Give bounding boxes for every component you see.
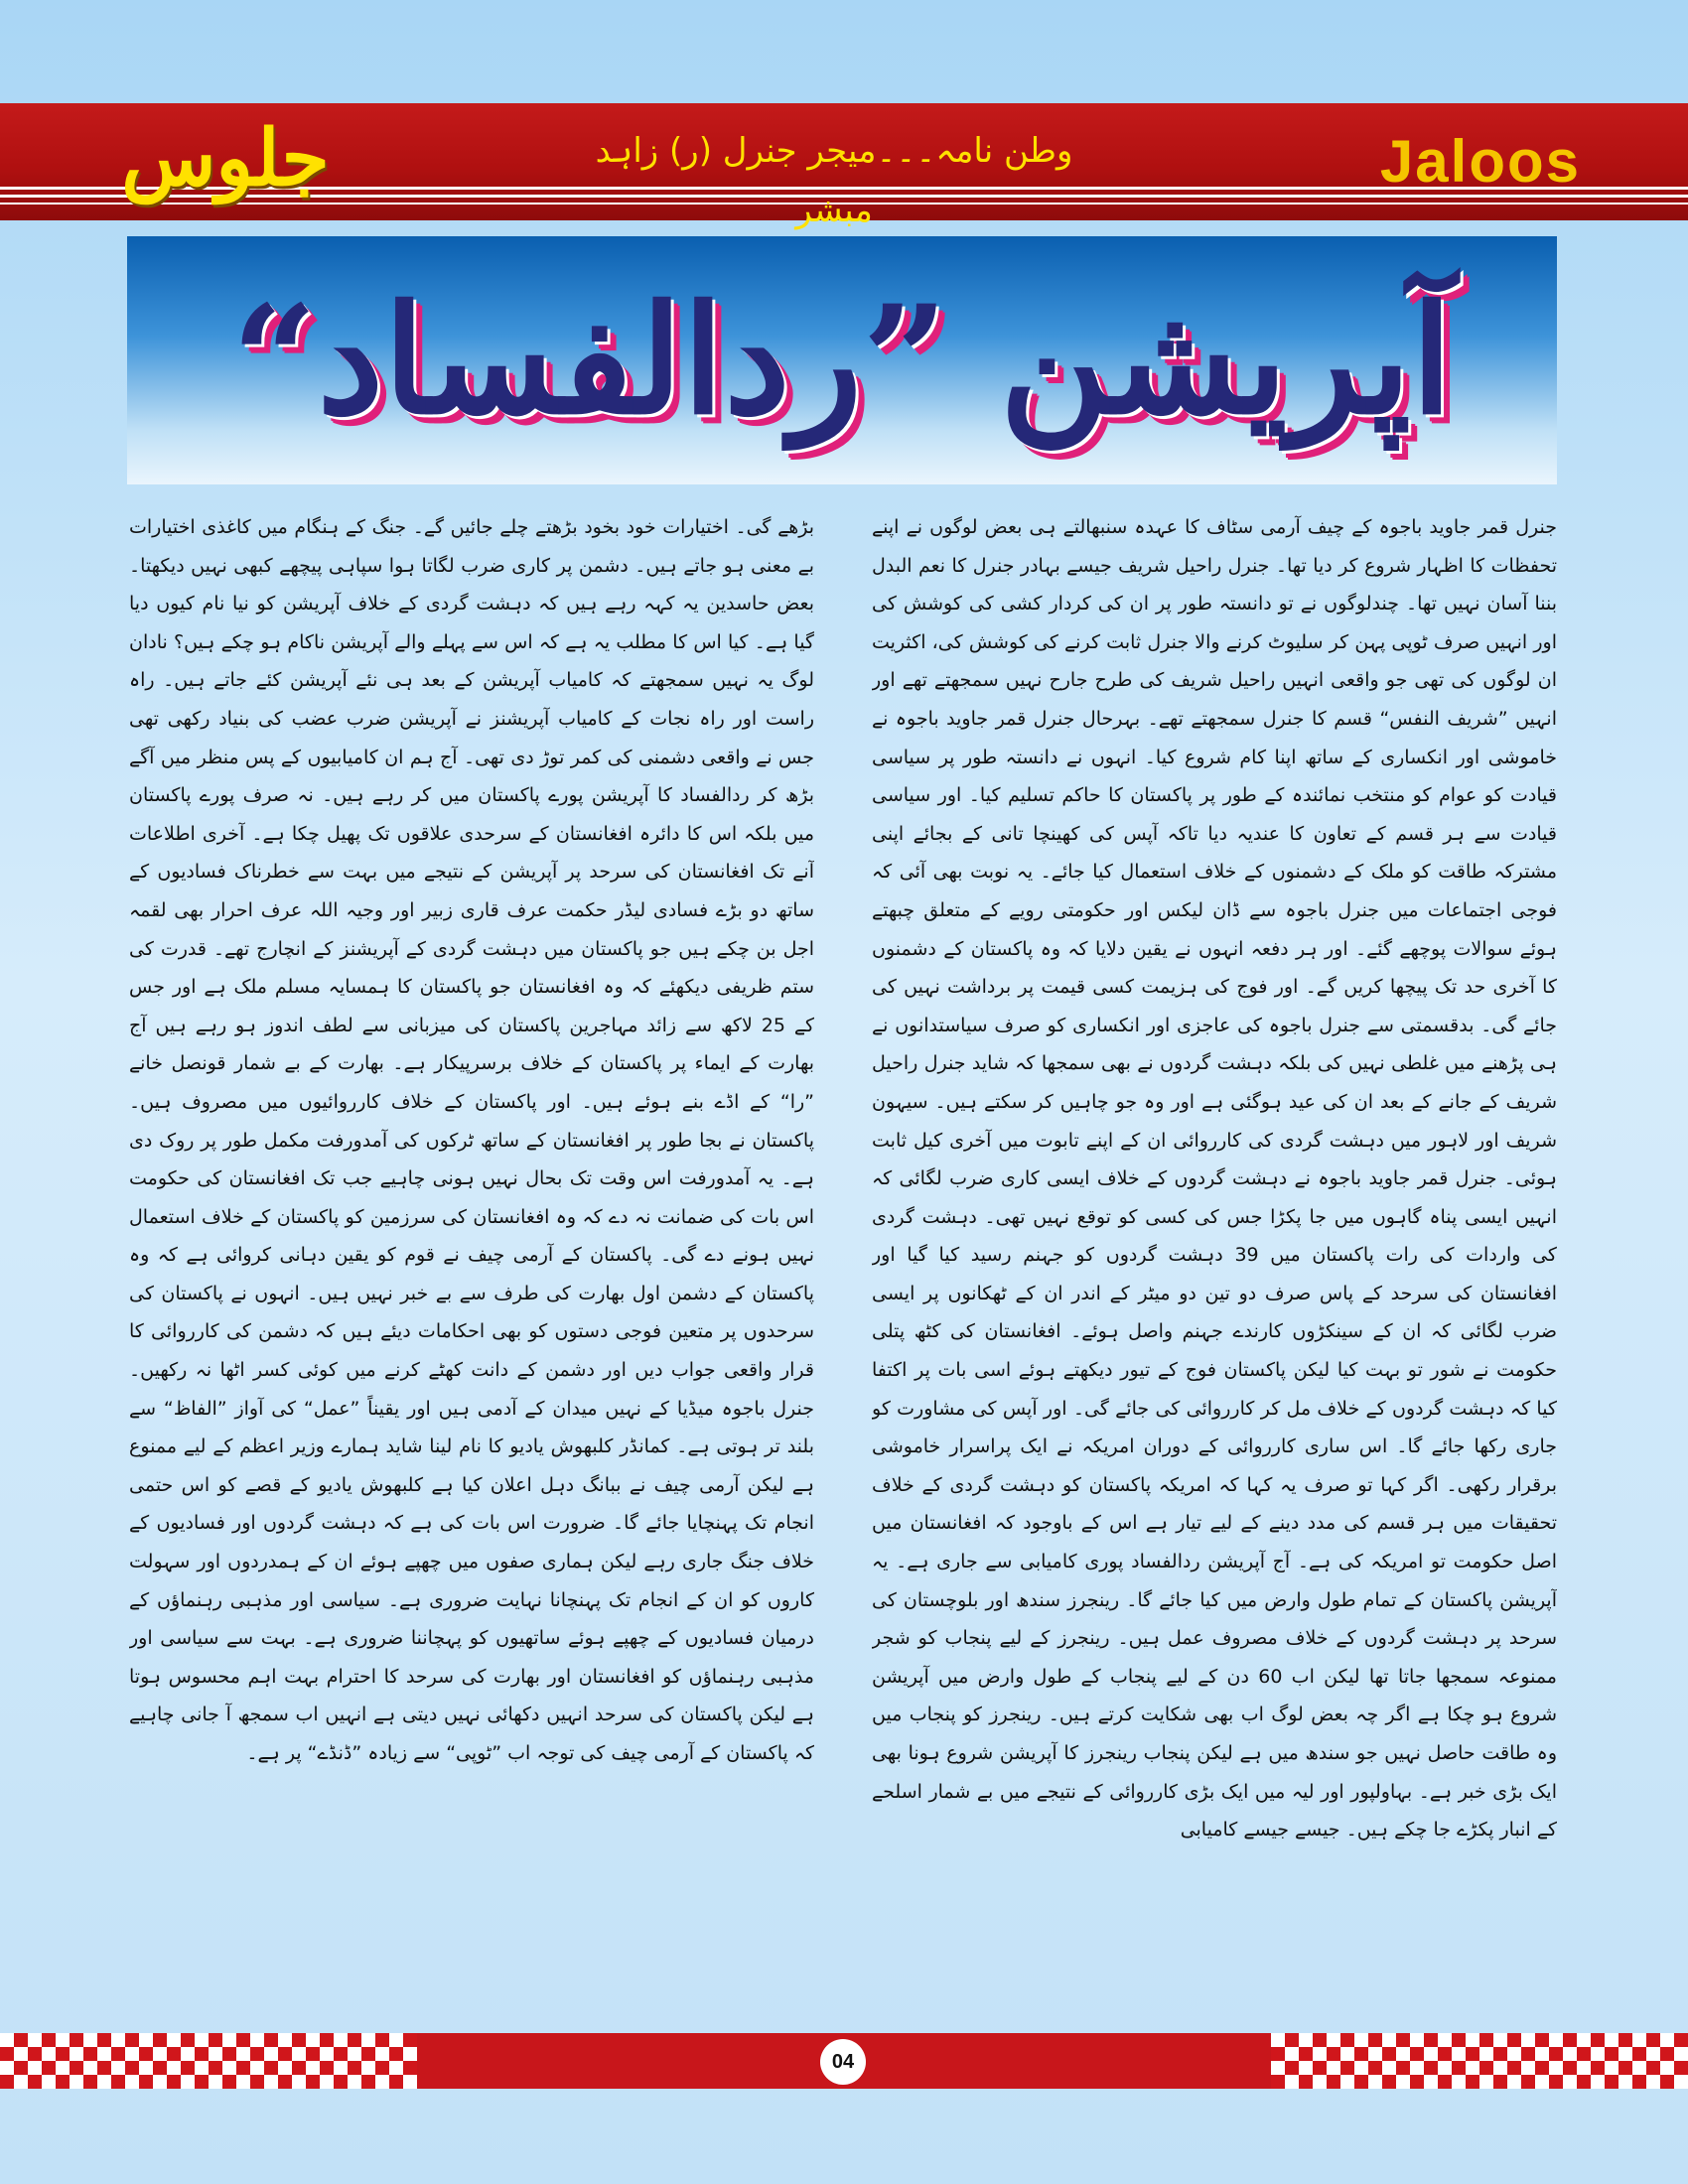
column-byline: وطن نامہ۔۔۔میجر جنرل (ر) زاہد مبشر (595, 131, 1073, 230)
article-column-left (129, 508, 814, 2032)
article-text: جنرل قمر جاوید باجوہ کے چیف آرمی سٹاف کا عہدہ سنبھالتے ہی بعض لوگوں نے اپنے تحفظات کا اظہار شروع کر دیا تھا۔ جنرل راحیل شریف جیسے بہادر جنرل کا نعم البدل بننا آسان نہیں تھا۔ چندلوگوں نے تو دانستہ طور پر ان کی کردار کشی کی کوشش کی اور انہیں صرف ٹوپی پہن کر سلیوٹ کرنے والا جنرل ثابت کرنے کی کوشش کی، اکثریت ان لوگوں کی تھی جو واقعی انہیں راحیل شریف کی طرح جارح نہیں سمجھتے تھے اور انہیں ”شریف النفس“ قسم کا جنرل سمجھتے تھے۔ بہرحال جنرل قمر جاوید باجوہ نے خاموشی اور انکساری کے ساتھ اپنا کام شروع کیا۔ انہوں نے دانستہ طور پر سیاسی قیادت کو عوام کو منتخب نمائندہ کے طور پر پاکستان کا حاکم تسلیم کیا۔ اور سیاسی قیادت سے ہر قسم کے تعاون کا عندیہ دیا تاکہ آپس کی کھینچا تانی کے بجائے اپنی مشترکہ طاقت کو ملک کے دشمنوں کے خلاف استعمال کیا جائے۔ یہ نوبت بھی آئی کہ فوجی اجتماعات میں جنرل باجوہ سے ڈان لیکس اور حکومتی رویے کے متعلق چبھتے ہوئے سوالات پوچھے گئے۔ اور ہر دفعہ انہوں نے یقین دلایا کہ وہ پاکستان کے دشمنوں کا آخری حد تک پیچھا کریں گے۔ اور فوج کی ہزیمت کسی قیمت پر برداشت نہیں کی جائے گی۔ بدقسمتی سے جنرل باجوہ کی عاجزی اور انکساری کو صرف سیاستدانوں نے ہی پڑھنے میں غلطی نہیں کی بلکہ دہشت گردوں نے بھی سمجھا کہ شاید جنرل راحیل شریف کے جانے کے بعد ان کی عید ہوگئی ہے اور وہ جو چاہیں کر سکتے ہیں۔ سیہون شریف اور لاہور میں دہشت گردی کی کارروائی ان کے اپنے تابوت میں آخری کیل ثابت ہوئی۔ جنرل قمر جاوید باجوہ نے دہشت گردوں کے خلاف ایسی کاری ضرب لگائی کہ انہیں ایسی پناہ گاہوں میں جا پکڑا جس کی کسی کو توقع نہیں تھی۔ دہشت گردی کی واردات کی رات پاکستان میں 39 دہشت گردوں کو جہنم رسید کیا گیا اور افغانستان کی سرحد کے پاس صرف دو تین دو میٹر کے اندر ان کے ٹھکانوں پر ایسی ضرب لگائی کہ ان کے سینکڑوں کارندے جہنم واصل ہوئے۔ افغانستان کی کٹھ پتلی حکومت نے شور تو بہت کیا لیکن پاکستان فوج کے تیور دیکھتے ہوئے اسی بات پر اکتفا کیا کہ دہشت گردوں کے خلاف مل کر کارروائی کی جائے گی۔ اور آپس کی مشاورت کو جاری رکھا جائے گا۔ اس ساری کارروائی کے دوران امریکہ نے ایک پراسرار خاموشی برقرار رکھی۔ اگر کہا تو صرف یہ کہا کہ امریکہ پاکستان کو دہشت گردی کے خلاف تحقیقات میں ہر قسم کی مدد دینے کے لیے تیار ہے اس کے باوجود کہ افغانستان میں اصل حکومت تو امریکہ کی ہے۔ آج آپریشن ردالفساد پوری کامیابی سے جاری ہے۔ یہ آپریشن پاکستان کے تمام طول وارض میں کیا جائے گا۔ رینجرز سندھ اور بلوچستان کی سرحد پر دہشت گردوں کے خلاف مصروف عمل ہیں۔ رینجرز کے لیے پنجاب کو شجر ممنوعہ سمجھا جاتا تھا لیکن اب 60 دن کے لیے پنجاب کے طول وارض میں آپریشن شروع ہو چکا ہے اگر چہ بعض لوگ اب بھی شکایت کرتے ہیں۔ رینجرز کو پنجاب میں وہ طاقت حاصل نہیں جو سندھ میں ہے لیکن پنجاب رینجرز کا آپریشن شروع ہونا بھی ایک بڑی خبر ہے۔ بہاولپور اور لیہ میں ایک بڑی کارروائی کے نتیجے میں بے شمار اسلحے کے انبار پکڑے جا چکے ہیں۔ جیسے جیسے کامیابی (872, 516, 1557, 1842)
checkered-pattern-right (1271, 2033, 1688, 2089)
article-column-right (872, 508, 1557, 2032)
article-text: بڑھے گی۔ اختیارات خود بخود بڑھتے چلے جائیں گے۔ جنگ کے ہنگام میں کاغذی اختیارات بے معنی ہو جاتے ہیں۔ دشمن پر کاری ضرب لگاتا ہوا سپاہی پیچھے کبھی نہیں دیکھتا۔ بعض حاسدین یہ کہہ رہے ہیں کہ دہشت گردی کے خلاف آپریشن کو نیا نام کیوں دیا گیا ہے۔ کیا اس کا مطلب یہ ہے کہ اس سے پہلے والے آپریشن ناکام ہو چکے ہیں؟ نادان لوگ یہ نہیں سمجھتے کہ کامیاب آپریشن کے بعد ہی نئے آپریشن کئے جاتے ہیں۔ راہ راست اور راہ نجات کے کامیاب آپریشنز نے آپریشن ضرب عضب کی بنیاد رکھی تھی جس نے واقعی دشمنی کی کمر توڑ دی تھی۔ آج ہم ان کامیابیوں کے پس منظر میں آگے بڑھ کر ردالفساد کا آپریشن پورے پاکستان میں کر رہے ہیں۔ نہ صرف پورے پاکستان میں بلکہ اس کا دائرہ افغانستان کے سرحدی علاقوں تک پھیل چکا ہے۔ آخری اطلاعات آنے تک افغانستان کی سرحد پر آپریشن کے نتیجے میں بہت سے خطرناک فسادیوں کے ساتھ دو بڑے فسادی لیڈر حکمت عرف قاری زبیر اور وجیہ اللہ عرف احرار بھی لقمہ اجل بن چکے ہیں جو پاکستان میں دہشت گردی کے آپریشنز کے انچارج تھے۔ قدرت کی ستم ظریفی دیکھئے کہ وہ افغانستان جو پاکستان کا ہمسایہ مسلم ملک ہے اور جس کے 25 لاکھ سے زائد مہاجرین پاکستان کی میزبانی سے لطف اندوز ہو رہے ہیں آج بھارت کے ایماء پر پاکستان کے خلاف برسرپیکار ہے۔ بھارت کے بے شمار قونصل خانے ”را“ کے اڈے بنے ہوئے ہیں۔ اور پاکستان کے خلاف کارروائیوں میں مصروف ہیں۔ پاکستان نے بجا طور پر افغانستان کے ساتھ ٹرکوں کی آمدورفت مکمل طور پر روک دی ہے۔ یہ آمدورفت اس وقت تک بحال نہیں ہونی چاہیے جب تک افغانستان کی حکومت اس بات کی ضمانت نہ دے کہ وہ افغانستان کی سرزمین کو پاکستان کے خلاف استعمال نہیں ہونے دے گی۔ پاکستان کے آرمی چیف نے قوم کو یقین دہانی کروائی ہے کہ وہ پاکستان کے دشمن اول بھارت کی طرف سے بے خبر نہیں ہیں۔ انہوں نے پاکستان کی سرحدوں پر متعین فوجی دستوں کو بھی احکامات دیئے ہیں کہ دشمن کی کارروائی کا قرار واقعی جواب دیں اور دشمن کے دانت کھٹے کرنے میں کوئی کسر اٹھا نہ رکھیں۔ جنرل باجوہ میڈیا کے نہیں میدان کے آدمی ہیں اور یقیناً ”عمل“ کی آواز ”الفاظ“ سے بلند تر ہوتی ہے۔ کمانڈر کلبھوش یادیو کا نام لینا شاید ہمارے وزیر اعظم کے لیے ممنوع ہے لیکن آرمی چیف نے ببانگ دہل اعلان کیا ہے کلبھوش یادیو کے قصے کو اس حتمی انجام تک پہنچایا جائے گا۔ ضرورت اس بات کی ہے کہ دہشت گردوں اور فسادیوں کے خلاف جنگ جاری رہے لیکن ہماری صفوں میں چھپے ہوئے ان کے ہمدردوں اور سہولت کاروں کو ان کے انجام تک پہنچانا نہایت ضروری ہے۔ سیاسی اور مذہبی رہنماؤں کے درمیان فسادیوں کے چھپے ہوئے ساتھیوں کو پہچاننا ضروری ہے۔ بہت سے سیاسی اور مذہبی رہنماؤں کو افغانستان اور بھارت کی سرحد کا احترام بہت اہم محسوس ہوتا ہے لیکن پاکستان کی سرحد انہیں دکھائی نہیں دیتی ہے انہیں اب سمجھ آ جانی چاہیے کہ پاکستان کے آرمی چیف کی توجہ اب ”ٹوپی“ سے زیادہ ”ڈنڈے“ پر ہے۔ (129, 516, 814, 1764)
page-number: 04 (820, 2039, 866, 2085)
title-banner (127, 236, 1557, 484)
brand-logo-urdu: جلوس (121, 113, 330, 204)
checkered-pattern-left (0, 2033, 417, 2089)
article-title: آپریشن ”ردالفساد“ (231, 273, 1453, 448)
brand-logo-latin: Jaloos (1379, 128, 1581, 195)
